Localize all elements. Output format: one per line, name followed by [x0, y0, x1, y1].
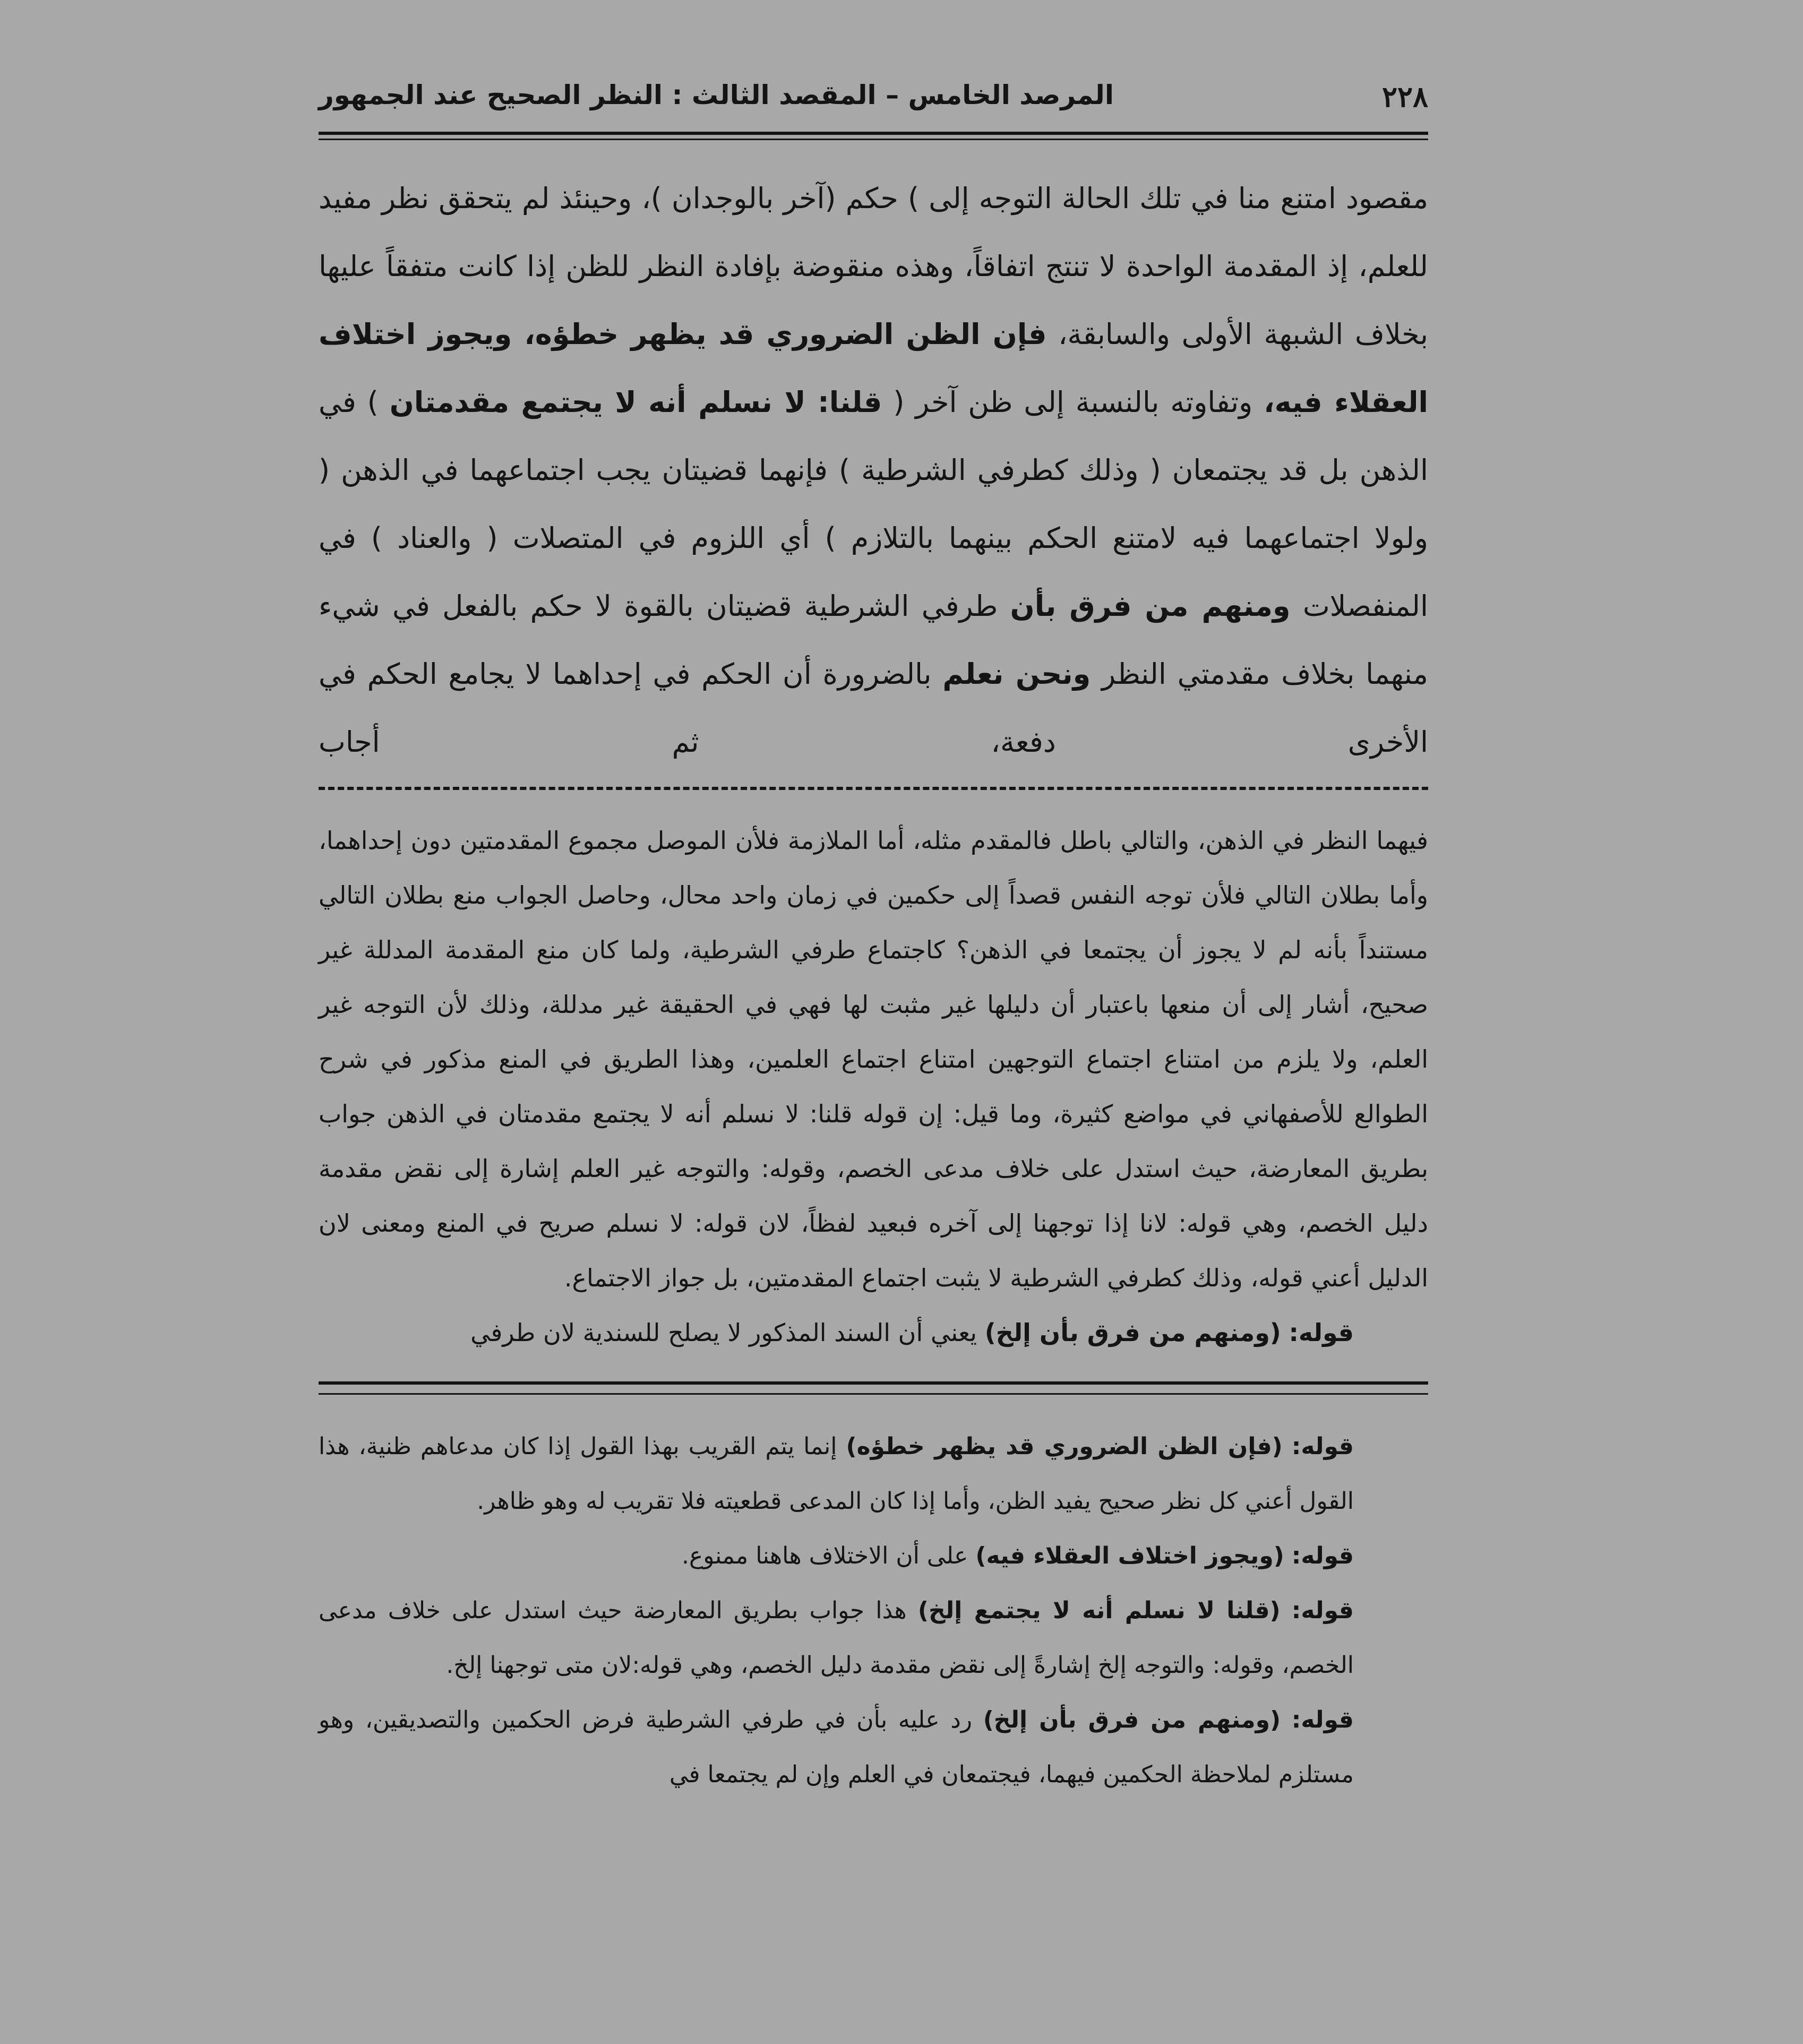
gloss-quote: (ويجوز اختلاف العقلاء فيه)	[975, 1542, 1284, 1569]
running-title: المرصد الخامس – المقصد الثالث : النظر الصحيح عند الجمهور	[319, 80, 1114, 110]
commentary-label: قوله:	[1289, 1318, 1354, 1347]
gloss-text-segment: على أن الاختلاف هاهنا ممنوع.	[681, 1542, 968, 1569]
gloss-quote: (ومنهم من فرق بأن إلخ)	[983, 1706, 1281, 1733]
page-number: ٢٢٨	[1381, 80, 1428, 114]
page-header	[319, 74, 1428, 135]
main-paragraph	[319, 165, 1428, 776]
commentary-paragraph	[319, 1306, 1428, 1360]
commentary-text	[319, 813, 1428, 1360]
gloss-text-segment: رد عليه بأن في طرفي الشرطية فرض الحكمين والتصديقين، وهو مستلزم لملاحظة الحكمين فيهما، فيجتمعان في العلم وإن لم يجتمعا في	[319, 1706, 1354, 1788]
dashed-separator	[319, 787, 1428, 790]
commentary-paragraph: فيهما النظر في الذهن، والتالي باطل فالمقدم مثله، أما الملازمة فلأن الموصل مجموع المقدمتين دون إحداهما، وأما بطلان التالي فلأن توجه النفس قصداً إلى حكمين في زمان واحد محال، وحاصل الجواب منع بطلان التالي مستنداً بأنه لم لا يجوز أن يجتمعا في الذهن؟ كاجتماع طرفي الشرطية، ولما كان منع المقدمة المدللة غير صحيح، أشار إلى أن منعها باعتبار أن دليلها غير مثبت لها فهي في الحقيقة غير مدللة، وذلك لأن التوجه غير العلم، ولا يلزم من امتناع اجتماع التوجهين امتناع اجتماع العلمين، وهذا الطريق في المنع مذكور في شرح الطوالع للأصفهاني في مواضع كثيرة، وما قيل: إن قوله قلنا: لا نسلم أنه لا يجتمع مقدمتان في الذهن جواب بطريق المعارضة، حيث استدل على خلاف مدعى الخصم، وقوله: والتوجه غير العلم إشارة إلى نقض مقدمة دليل الخصم، وهي قوله: لانا إذا توجهنا إلى آخره فبعيد لفظاً، لان قوله: لا نسلم صريح في المنع ومعنى لان الدليل أعني قوله، وذلك كطرفي الشرطية لا يثبت اجتماع المقدمتين، بل جواز الاجتماع.	[319, 826, 1428, 1292]
double-rule-separator	[319, 1381, 1428, 1395]
main-text	[319, 165, 1428, 776]
gloss-note	[319, 1528, 1428, 1583]
gloss-note	[319, 1583, 1428, 1693]
main-text-segment: بالضرورة أن الحكم في إحداهما لا يجامع الحكم في الأخرى دفعة، ثم أجاب	[319, 657, 1428, 759]
gloss-label: قوله:	[1291, 1706, 1354, 1733]
main-text-segment: مقصود امتنع منا في تلك الحالة التوجه إلى ) حكم (آخر بالوجدان )، وحينئذ لم يتحقق نظر مفيد للعلم، إذ المقدمة الواحدة لا تنتج اتفاقاً، وهذه منقوضة بإفادة النظر للظن إذا كانت متفقاً عليها بخلاف الشبهة الأولى والسابقة،	[319, 182, 1428, 351]
main-bold-segment: فإن الظن الضروري قد يظهر خطؤه، ويجوز اختلاف العقلاء فيه،	[319, 317, 1429, 419]
gloss-quote: (فإن الظن الضروري قد يظهر خطؤه)	[846, 1433, 1283, 1460]
gloss-text-segment: هذا جواب بطريق المعارضة حيث استدل على خلاف مدعى الخصم، وقوله: والتوجه إلخ إشارةً إلى نقض مقدمة دليل الخصم، وهي قوله:لان متى توجهنا إلخ.	[319, 1597, 1354, 1679]
book-page	[319, 74, 1428, 1802]
commentary-text-segment: يعني أن السند المذكور لا يصلح للسندية لان طرفي	[470, 1318, 977, 1347]
commentary-quote: (ومنهم من فرق بأن إلخ)	[984, 1318, 1281, 1347]
main-bold-segment: قلنا: لا نسلم أنه لا يجتمع مقدمتان	[389, 385, 882, 419]
gloss-label: قوله:	[1291, 1542, 1354, 1569]
main-text-segment: طرفي الشرطية قضيتان بالقوة لا حكم بالفعل في شيء منهما بخلاف مقدمتي النظر	[319, 589, 1428, 691]
gloss-label: قوله:	[1291, 1597, 1354, 1624]
gloss-quote: (قلنا لا نسلم أنه لا يجتمع إلخ)	[917, 1597, 1281, 1624]
gloss-note	[319, 1419, 1428, 1528]
main-text-segment: وتفاوته بالنسبة إلى ظن آخر (	[893, 385, 1253, 419]
main-text-segment: ) في الذهن بل قد يجتمعان ( وذلك كطرفي الشرطية ) فإنهما قضيتان يجب اجتماعهما في الذهن ( ولولا اجتماعهما فيه لامتنع الحكم بينهما بالتلازم ) أي اللزوم في المتصلات ( والعناد ) في المنفصلات	[319, 385, 1428, 623]
gloss-note	[319, 1693, 1428, 1802]
gloss-label: قوله:	[1291, 1433, 1354, 1460]
main-bold-segment: ومنهم من فرق بأن	[1010, 589, 1291, 623]
main-bold-segment: ونحن نعلم	[942, 657, 1091, 691]
gloss-text-segment: إنما يتم القريب بهذا القول إذا كان مدعاهم ظنية، هذا القول أعني كل نظر صحيح يفيد الظن، وأما إذا كان المدعى قطعيته فلا تقريب له وهو ظاهر.	[319, 1433, 1354, 1515]
gloss-text	[319, 1419, 1428, 1802]
